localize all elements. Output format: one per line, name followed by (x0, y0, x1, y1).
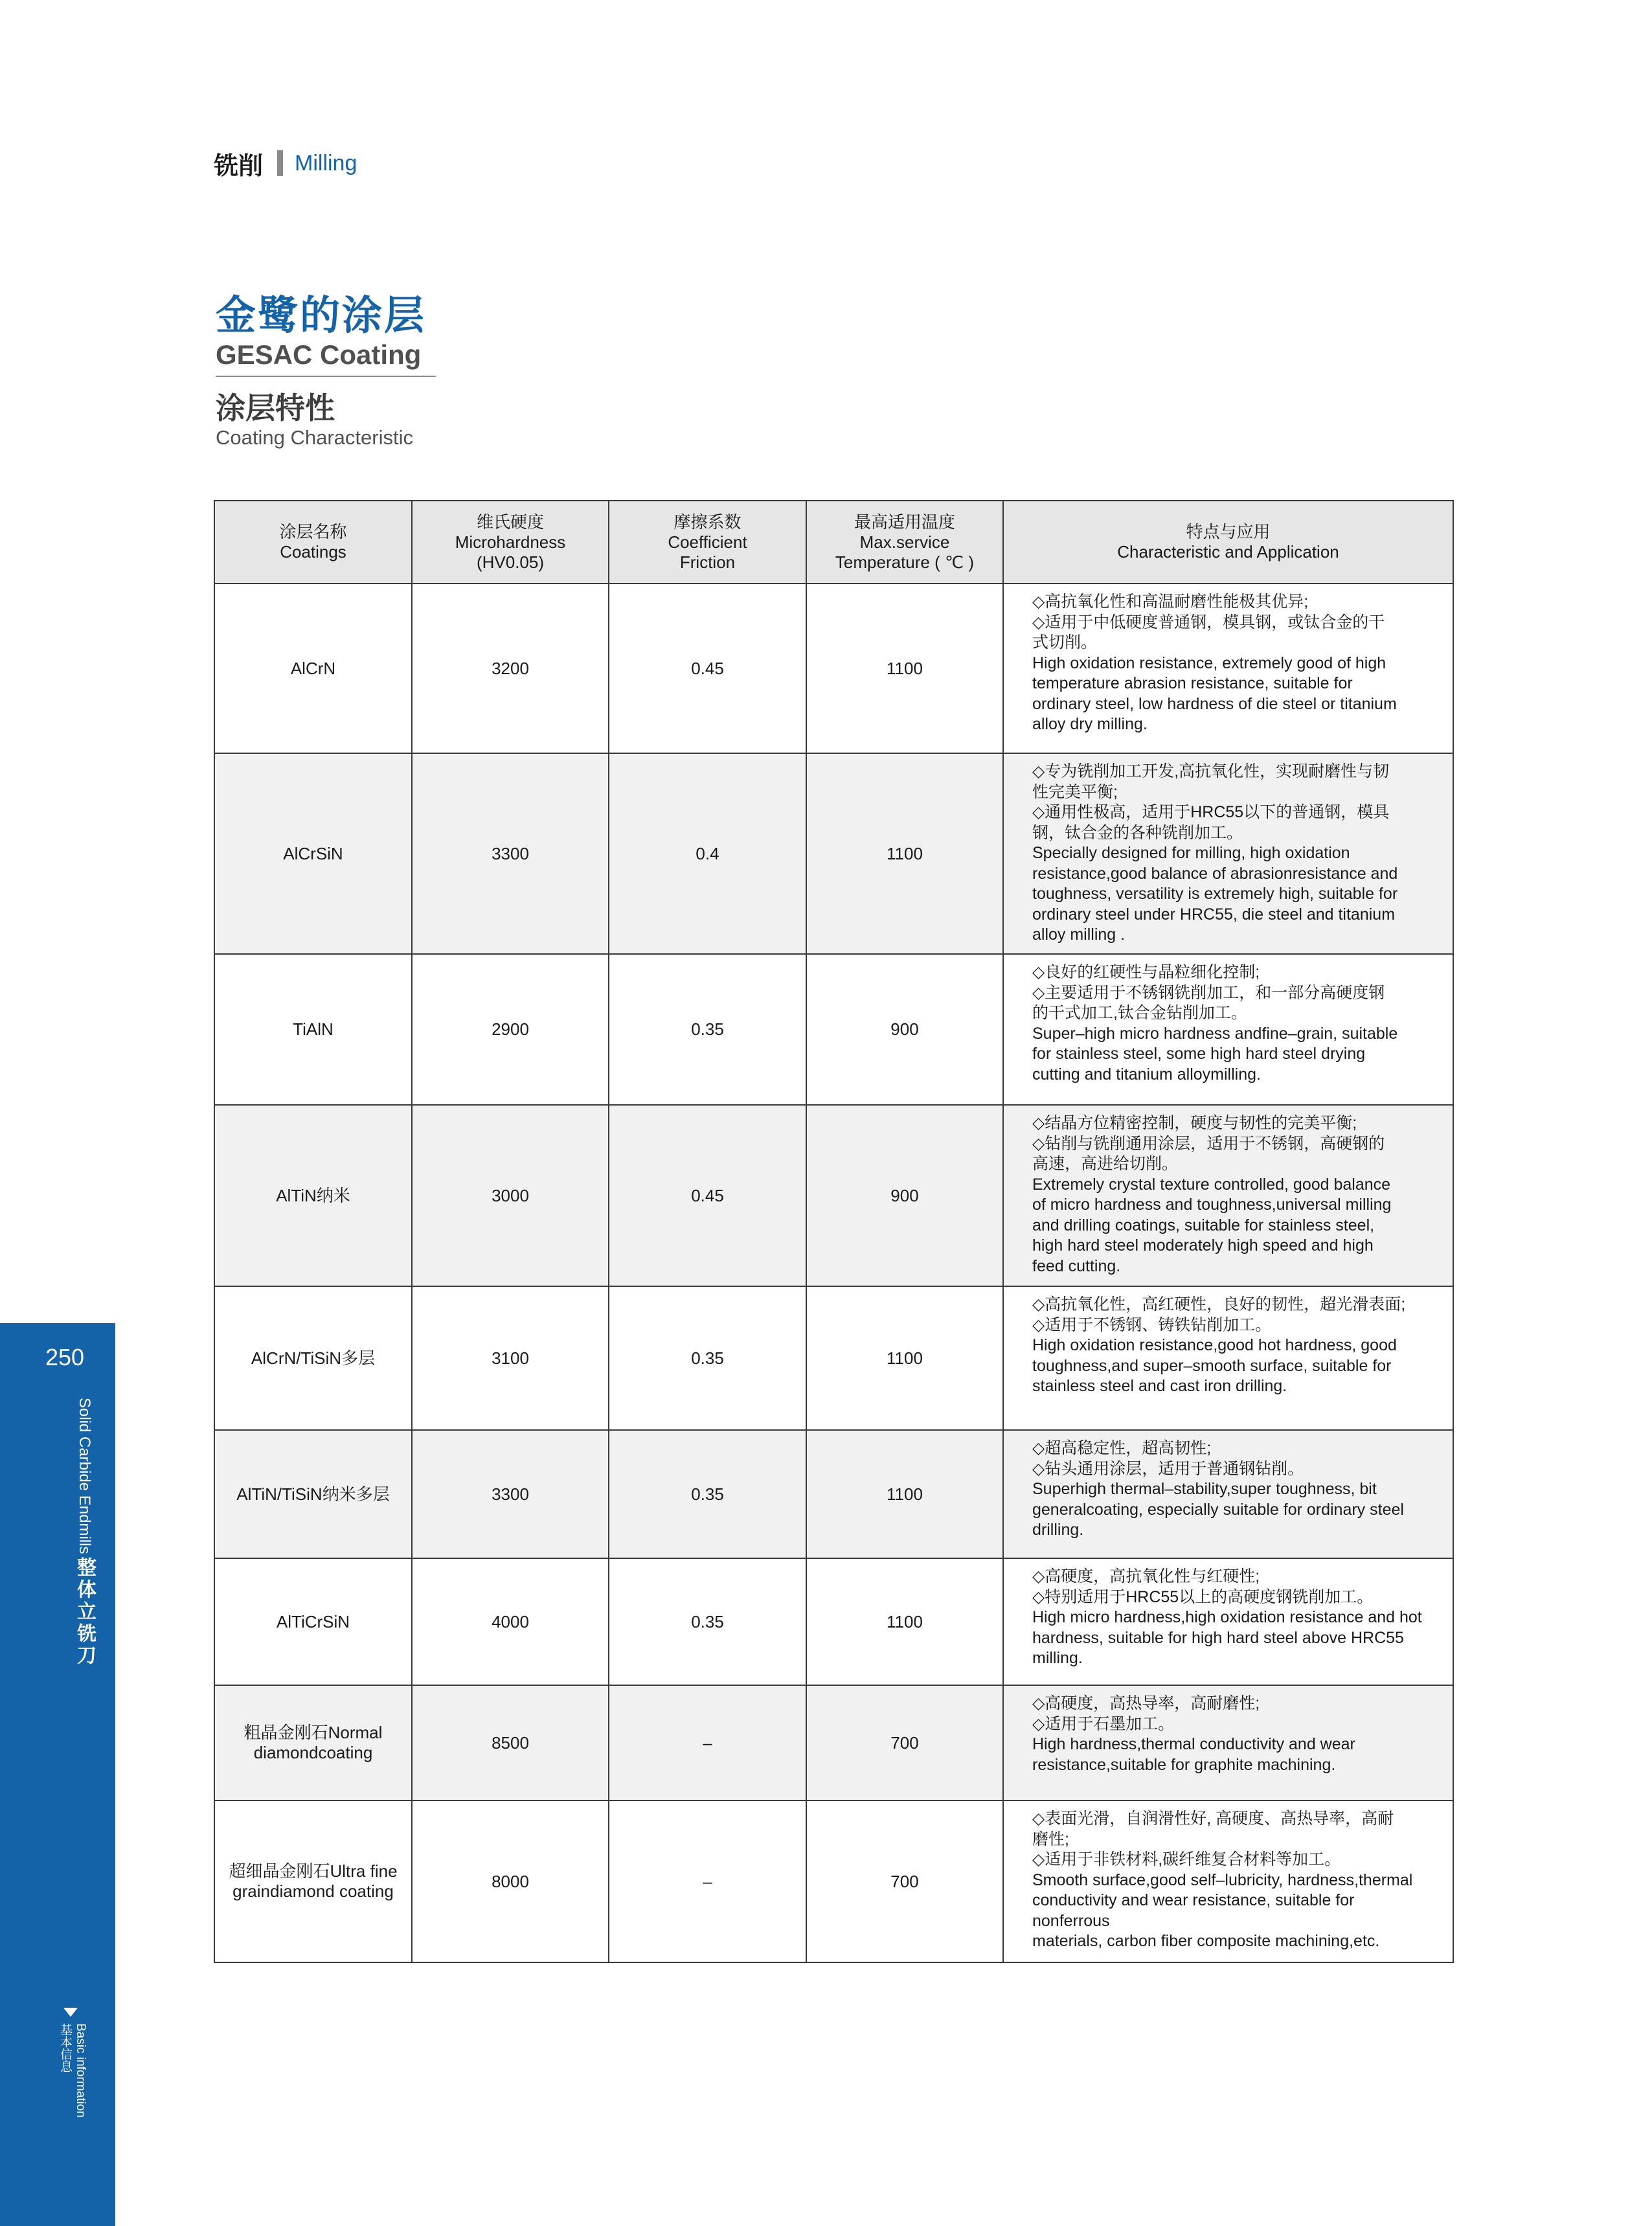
microhardness-value: 3300 (412, 1430, 609, 1558)
max-temp-value: 1100 (806, 753, 1003, 954)
description-line: ordinary steel under HRC55, die steel and titanium (1032, 905, 1396, 924)
friction-value: 0.45 (609, 1105, 806, 1286)
coating-table (214, 500, 1454, 1963)
coating-name (214, 584, 412, 753)
table-row (214, 1800, 1453, 1962)
coating-name-line: AlTiCrSiN (276, 1611, 350, 1631)
coating-name-line: 粗晶金刚石 (243, 1723, 328, 1742)
microhardness-value: 2900 (412, 954, 609, 1105)
coating-name-line: AlCrSiN (283, 843, 343, 863)
table-row (214, 753, 1453, 954)
section-title-zh: 铣削 (214, 152, 264, 180)
description-line: Smooth surface,good self–lubricity, hardness,thermal (1032, 1870, 1413, 1889)
page-number: 250 (45, 1344, 85, 1370)
description-line: generalcoating, especially suitable for ordinary steel (1032, 1500, 1404, 1519)
characteristic-description (1003, 1105, 1453, 1286)
triangle-down-icon (63, 2008, 78, 2017)
description-line: ◇高抗氧化性和高温耐磨性能极其优异; (1032, 593, 1309, 611)
description-line: Extremely crystal texture controlled, good balance (1032, 1175, 1391, 1194)
max-temp-value: 700 (806, 1685, 1003, 1800)
max-temp-value: 1100 (806, 1286, 1003, 1430)
description-line: Super–high micro hardness andfine–grain, suitable (1032, 1024, 1398, 1043)
coating-name-line: TiAlN (293, 1019, 334, 1039)
description-line: ◇适用于不锈钢、铸铁钻削加工。 (1032, 1315, 1272, 1334)
description-line: and drilling coatings, suitable for stainless steel, (1032, 1216, 1375, 1234)
microhardness-value: 3200 (412, 584, 609, 753)
description-line: of micro hardness and toughness,universal milling (1032, 1196, 1392, 1214)
page-title-en: GESAC Coating (216, 339, 422, 370)
description-line: ordinary steel, low hardness of die steel or titanium (1032, 694, 1397, 713)
title-rule (216, 376, 436, 377)
microhardness-value: 3100 (412, 1286, 609, 1430)
column-header-line: 特点与应用 (1186, 522, 1271, 541)
column-header (412, 501, 609, 584)
description-line: ◇钻头通用涂层，适用于普通钢钻削。 (1032, 1459, 1304, 1478)
description-line: ◇适用于非铁材料,碳纤维复合材料等加工。 (1032, 1850, 1341, 1868)
characteristic-description (1003, 1430, 1453, 1558)
sidebar-info-zh: 基本信息 (58, 2023, 72, 2073)
coating-name-line: diamond coating (270, 1881, 394, 1901)
section-title-en: Milling (295, 150, 357, 176)
column-header-line: (HV0.05) (476, 552, 545, 572)
friction-value: – (609, 1800, 806, 1962)
friction-value: 0.4 (609, 753, 806, 954)
friction-value: 0.35 (609, 1558, 806, 1685)
coating-name (214, 1286, 412, 1430)
description-line: ◇适用于中低硬度普通钢，模具钢，或钛合金的干 (1032, 613, 1385, 631)
column-header-line: Microhardness (455, 532, 566, 552)
description-line: 的干式加工,钛合金钻削加工。 (1032, 1004, 1247, 1022)
description-line: High oxidation resistance, extremely good of high (1032, 653, 1386, 672)
characteristic-description (1003, 954, 1453, 1105)
coating-name (214, 1685, 412, 1800)
column-header-line: 最高适用温度 (854, 512, 955, 532)
sidebar-label-en: Solid Carbide Endmills (76, 1398, 93, 1554)
description-line: ◇特别适用于HRC55以上的高硬度钢铣削加工。 (1032, 1587, 1374, 1606)
description-line: high hard steel moderately high speed and high (1032, 1236, 1374, 1255)
coating-name-line: AlCrN/TiSiN多层 (251, 1348, 376, 1368)
coating-name-line: Normal diamond (253, 1723, 383, 1762)
column-header-line: 摩擦系数 (673, 512, 741, 532)
coating-name (214, 1800, 412, 1962)
characteristic-description (1003, 584, 1453, 753)
description-line: ◇高硬度，高抗氧化性与红硬性; (1032, 1567, 1260, 1585)
title-block (216, 293, 436, 449)
table-row (214, 1430, 1453, 1558)
description-line: 式切削。 (1032, 633, 1098, 652)
description-line: toughness,and super–smooth surface, suitable for (1032, 1356, 1392, 1375)
subtitle-zh: 涂层特性 (216, 391, 335, 425)
coating-name (214, 1558, 412, 1685)
description-line: ◇表面光滑，自润滑性好, 高硬度、高热导率，高耐 (1032, 1810, 1394, 1828)
column-header-line: 涂层名称 (279, 522, 347, 541)
friction-value: – (609, 1685, 806, 1800)
column-header (806, 501, 1003, 584)
description-line: for stainless steel, some high hard steel drying (1032, 1045, 1366, 1063)
description-line: milling. (1032, 1649, 1083, 1667)
description-line: cutting and titanium alloymilling. (1032, 1065, 1261, 1084)
table-row (214, 1286, 1453, 1430)
description-line: alloy dry milling. (1032, 715, 1148, 733)
table-row (214, 584, 1453, 753)
description-line: ◇结晶方位精密控制，硬度与韧性的完美平衡; (1032, 1114, 1357, 1132)
coating-name-line: AlTiN纳米 (276, 1185, 350, 1205)
column-header-line: Temperature ( ℃ ) (835, 552, 975, 572)
column-header-line: Coefficient (668, 532, 747, 552)
max-temp-value: 1100 (806, 1558, 1003, 1685)
max-temp-value: 1100 (806, 1430, 1003, 1558)
friction-value: 0.35 (609, 1286, 806, 1430)
table-row (214, 1685, 1453, 1800)
table-row (214, 1105, 1453, 1286)
microhardness-value: 3000 (412, 1105, 609, 1286)
characteristic-description (1003, 1685, 1453, 1800)
coating-name (214, 753, 412, 954)
coating-name-line: Ultra fine grain (232, 1861, 398, 1901)
characteristic-description (1003, 1800, 1453, 1962)
sidebar-info (57, 2023, 88, 2118)
characteristic-description (1003, 753, 1453, 954)
description-line: materials, carbon fiber composite machining,etc. (1032, 1932, 1380, 1950)
max-temp-value: 700 (806, 1800, 1003, 1962)
description-line: ◇高硬度，高热导率，高耐磨性; (1032, 1694, 1260, 1712)
description-line: 性完美平衡; (1032, 782, 1118, 801)
description-line: ◇超高稳定性，超高韧性; (1032, 1439, 1212, 1457)
subtitle-en: Coating Characteristic (216, 426, 413, 449)
friction-value: 0.35 (609, 954, 806, 1105)
description-line: ◇高抗氧化性，高红硬性，良好的韧性，超光滑表面; (1032, 1295, 1406, 1313)
characteristic-description (1003, 1558, 1453, 1685)
sidebar-label-zh: 整体立铣刀 (74, 1556, 95, 1667)
description-line: ◇主要适用于不锈钢铣削加工，和一部分高硬度钢 (1032, 983, 1385, 1002)
description-line: 磨性; (1032, 1830, 1069, 1848)
description-line: ◇通用性极高，适用于HRC55以下的普通钢，模具 (1032, 803, 1390, 821)
sidebar-label (70, 1398, 98, 1667)
description-line: conductivity and wear resistance, suitable for nonferrous (1032, 1891, 1355, 1930)
column-header (1003, 501, 1453, 584)
header-divider (277, 150, 283, 176)
max-temp-value: 900 (806, 1105, 1003, 1286)
description-line: alloy milling . (1032, 926, 1126, 944)
coating-name-line: AlCrN (290, 658, 336, 678)
description-line: stainless steel and cast iron drilling. (1032, 1377, 1287, 1395)
description-line: 高速，高进给切削。 (1032, 1155, 1179, 1173)
friction-value: 0.35 (609, 1430, 806, 1558)
column-header-line: Friction (679, 552, 736, 572)
column-header-line: Characteristic and Application (1117, 542, 1339, 562)
coating-name (214, 1430, 412, 1558)
column-header-line: Max.service (859, 532, 950, 552)
description-line: Superhigh thermal–stability,super toughness, bit (1032, 1480, 1377, 1498)
description-line: High oxidation resistance,good hot hardness, good (1032, 1336, 1397, 1354)
description-line: resistance,good balance of abrasionresistance and (1032, 864, 1398, 883)
description-line: High micro hardness,high oxidation resistance and hot (1032, 1608, 1422, 1626)
coating-name (214, 1105, 412, 1286)
table-row (214, 1558, 1453, 1685)
section-header (214, 144, 357, 183)
description-line: hardness, suitable for high hard steel above HRC55 (1032, 1628, 1404, 1647)
characteristic-description (1003, 1286, 1453, 1430)
description-line: toughness, versatility is extremely high, suitable for (1032, 885, 1398, 903)
column-header (214, 501, 412, 584)
description-line: ◇钻削与铣削通用涂层，适用于不锈钢，高硬钢的 (1032, 1134, 1385, 1153)
max-temp-value: 900 (806, 954, 1003, 1105)
coating-name-line: coating (318, 1743, 373, 1762)
microhardness-value: 3300 (412, 753, 609, 954)
description-line: temperature abrasion resistance, suitable for (1032, 674, 1353, 692)
column-header-line: 维氏硬度 (476, 512, 544, 532)
column-header (609, 501, 806, 584)
description-line: ◇适用于石墨加工。 (1032, 1714, 1175, 1733)
max-temp-value: 1100 (806, 584, 1003, 753)
page-title-zh: 金鹭的涂层 (216, 293, 427, 338)
description-line: ◇良好的红硬性与晶粒细化控制; (1032, 963, 1260, 981)
description-line: drilling. (1032, 1521, 1084, 1539)
microhardness-value: 8000 (412, 1800, 609, 1962)
description-line: feed cutting. (1032, 1256, 1121, 1275)
description-line: resistance,suitable for graphite machining. (1032, 1755, 1336, 1774)
microhardness-value: 8500 (412, 1685, 609, 1800)
coating-name-line: AlTiN/TiSiN纳米多层 (236, 1484, 390, 1504)
table-row (214, 954, 1453, 1105)
description-line: 钢，钛合金的各种铣削加工。 (1032, 823, 1243, 842)
microhardness-value: 4000 (412, 1558, 609, 1685)
description-line: ◇专为铣削加工开发,高抗氧化性，实现耐磨性与韧 (1032, 762, 1390, 780)
table-header-row (214, 501, 1453, 584)
coating-name (214, 954, 412, 1105)
column-header-line: Coatings (280, 542, 346, 562)
coating-name-line: 超细晶金刚石 (229, 1861, 330, 1881)
friction-value: 0.45 (609, 584, 806, 753)
description-line: High hardness,thermal conductivity and wear (1032, 1735, 1355, 1753)
description-line: Specially designed for milling, high oxidation (1032, 844, 1350, 862)
sidebar-info-en: Basic information (74, 2023, 87, 2118)
